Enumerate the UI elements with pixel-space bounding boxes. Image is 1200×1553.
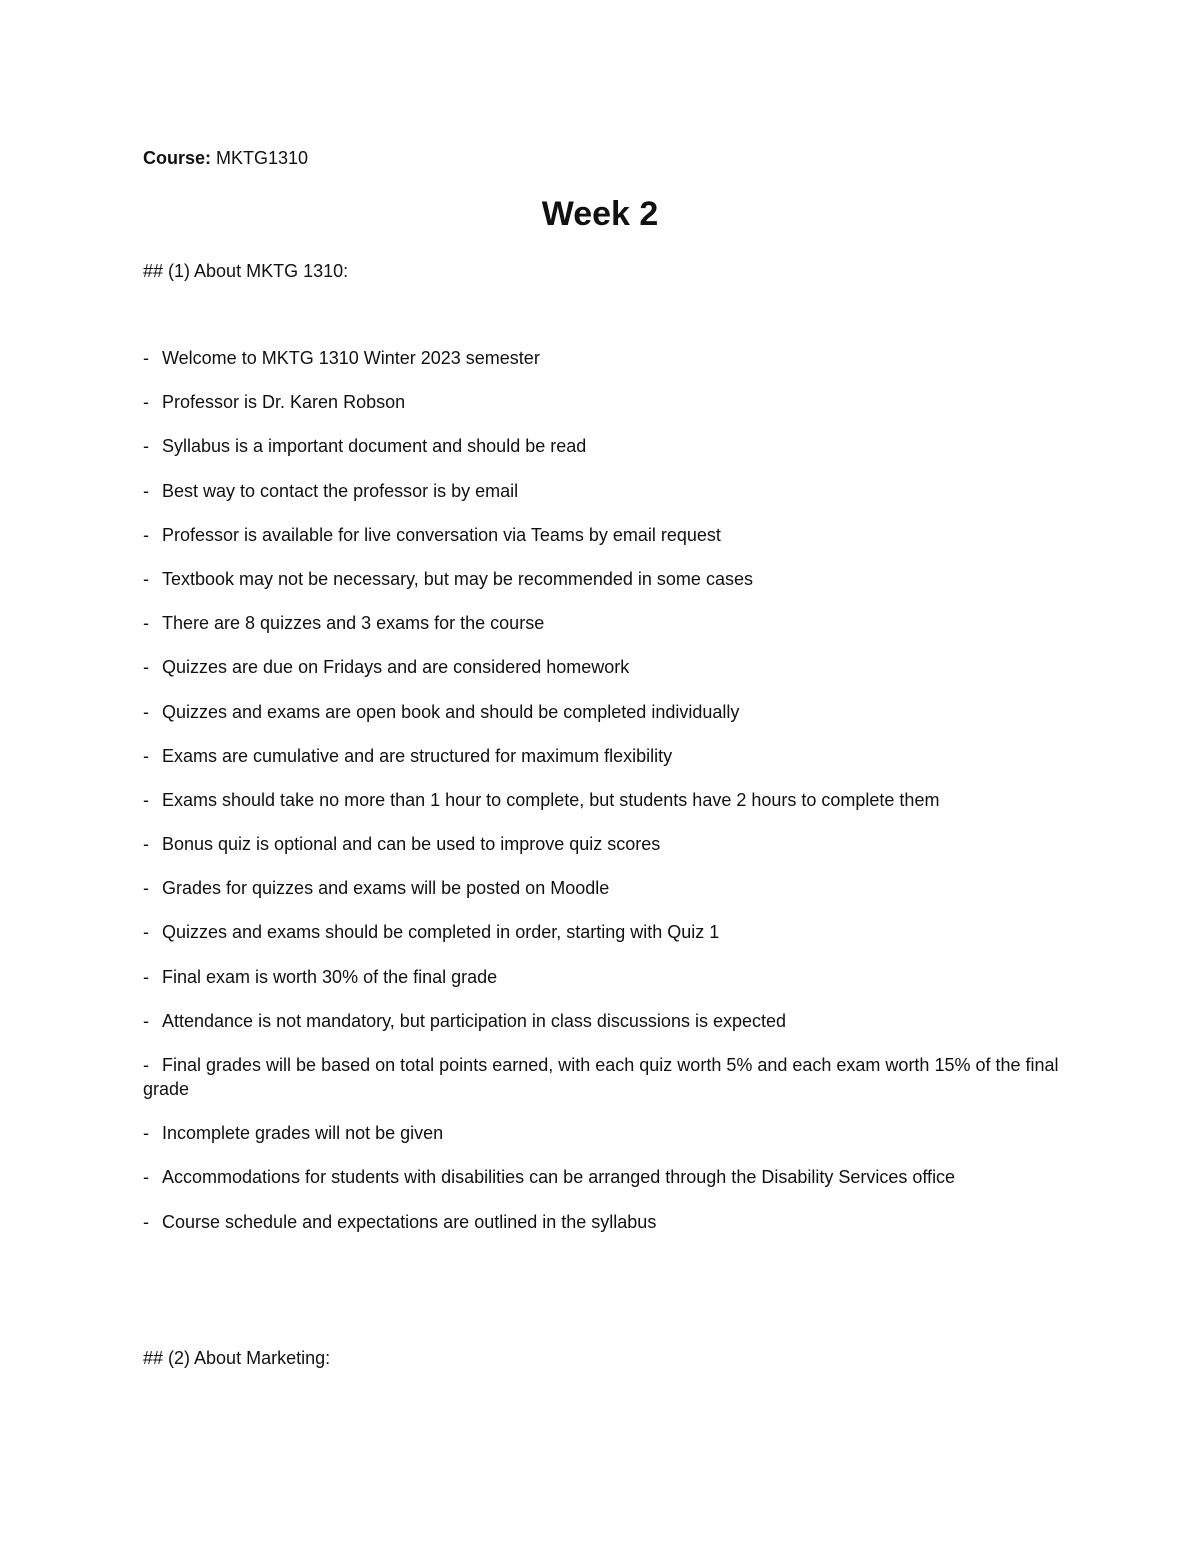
bullet-dash: -: [143, 524, 149, 545]
list-item: - Syllabus is a important document and should be read: [143, 436, 587, 457]
bullet-list: [143, 346, 1063, 1254]
bullet-dash: -: [143, 392, 149, 413]
bullet-dash: -: [143, 922, 149, 943]
list-item: - Incomplete grades will not be given: [143, 1123, 444, 1144]
list-item: - Bonus quiz is optional and can be used to improve quiz scores: [143, 834, 661, 855]
bullet-dash: -: [143, 834, 149, 855]
list-item: - Grades for quizzes and exams will be posted on Moodle: [143, 878, 610, 899]
bullet-dash: -: [143, 878, 149, 899]
list-item: - There are 8 quizzes and 3 exams for the course: [143, 613, 545, 634]
list-item: - Course schedule and expectations are outlined in the syllabus: [143, 1211, 657, 1232]
list-item: - Quizzes are due on Fridays and are considered homework: [143, 657, 630, 678]
course-code: MKTG1310: [216, 148, 309, 168]
bullet-dash: -: [143, 789, 149, 810]
week-title: Week 2: [541, 195, 659, 233]
bullet-dash: -: [143, 348, 149, 368]
section-heading-about-course: ## (1) About MKTG 1310:: [143, 261, 349, 281]
list-item: - Welcome to MKTG 1310 Winter 2023 semester: [143, 348, 540, 368]
bullet-dash: -: [143, 745, 149, 766]
course-label: Course:: [143, 148, 212, 168]
bullet-dash: -: [143, 436, 149, 457]
bullet-dash: -: [143, 1167, 149, 1188]
list-item: - Professor is available for live conversation via Teams by email request: [143, 524, 721, 545]
list-item: - Exams are cumulative and are structured for maximum flexibility: [143, 745, 673, 766]
list-item: - Exams should take no more than 1 hour to complete, but students have 2 hours to complete them: [143, 789, 940, 810]
list-item: - Final grades will be based on total points earned, with each quiz worth 5% and each exam worth 15% of the final grade: [143, 1055, 1059, 1099]
bullet-dash: -: [143, 1010, 149, 1031]
bullet-dash: -: [143, 480, 149, 501]
bullet-dash: -: [143, 966, 149, 987]
list-item: - Attendance is not mandatory, but participation in class discussions is expected: [143, 1010, 787, 1031]
list-item: - Quizzes and exams are open book and should be completed individually: [143, 701, 740, 722]
list-item: - Accommodations for students with disabilities can be arranged through the Disability Services office: [143, 1167, 956, 1188]
bullet-dash: -: [143, 613, 149, 634]
list-item: - Textbook may not be necessary, but may be recommended in some cases: [143, 568, 753, 589]
list-item: - Professor is Dr. Karen Robson: [143, 392, 406, 413]
bullet-dash: -: [143, 701, 149, 722]
list-item: - Final exam is worth 30% of the final grade: [143, 966, 498, 987]
section-heading-about-marketing: ## (2) About Marketing:: [143, 1348, 331, 1368]
course-line: [143, 146, 308, 170]
list-item: - Best way to contact the professor is by email: [143, 480, 519, 501]
bullet-dash: -: [143, 1211, 149, 1232]
list-item: - Quizzes and exams should be completed in order, starting with Quiz 1: [143, 922, 720, 943]
bullet-dash: -: [143, 1123, 149, 1144]
bullet-dash: -: [143, 657, 149, 678]
bullet-dash: -: [143, 1055, 149, 1075]
bullet-dash: -: [143, 568, 149, 589]
